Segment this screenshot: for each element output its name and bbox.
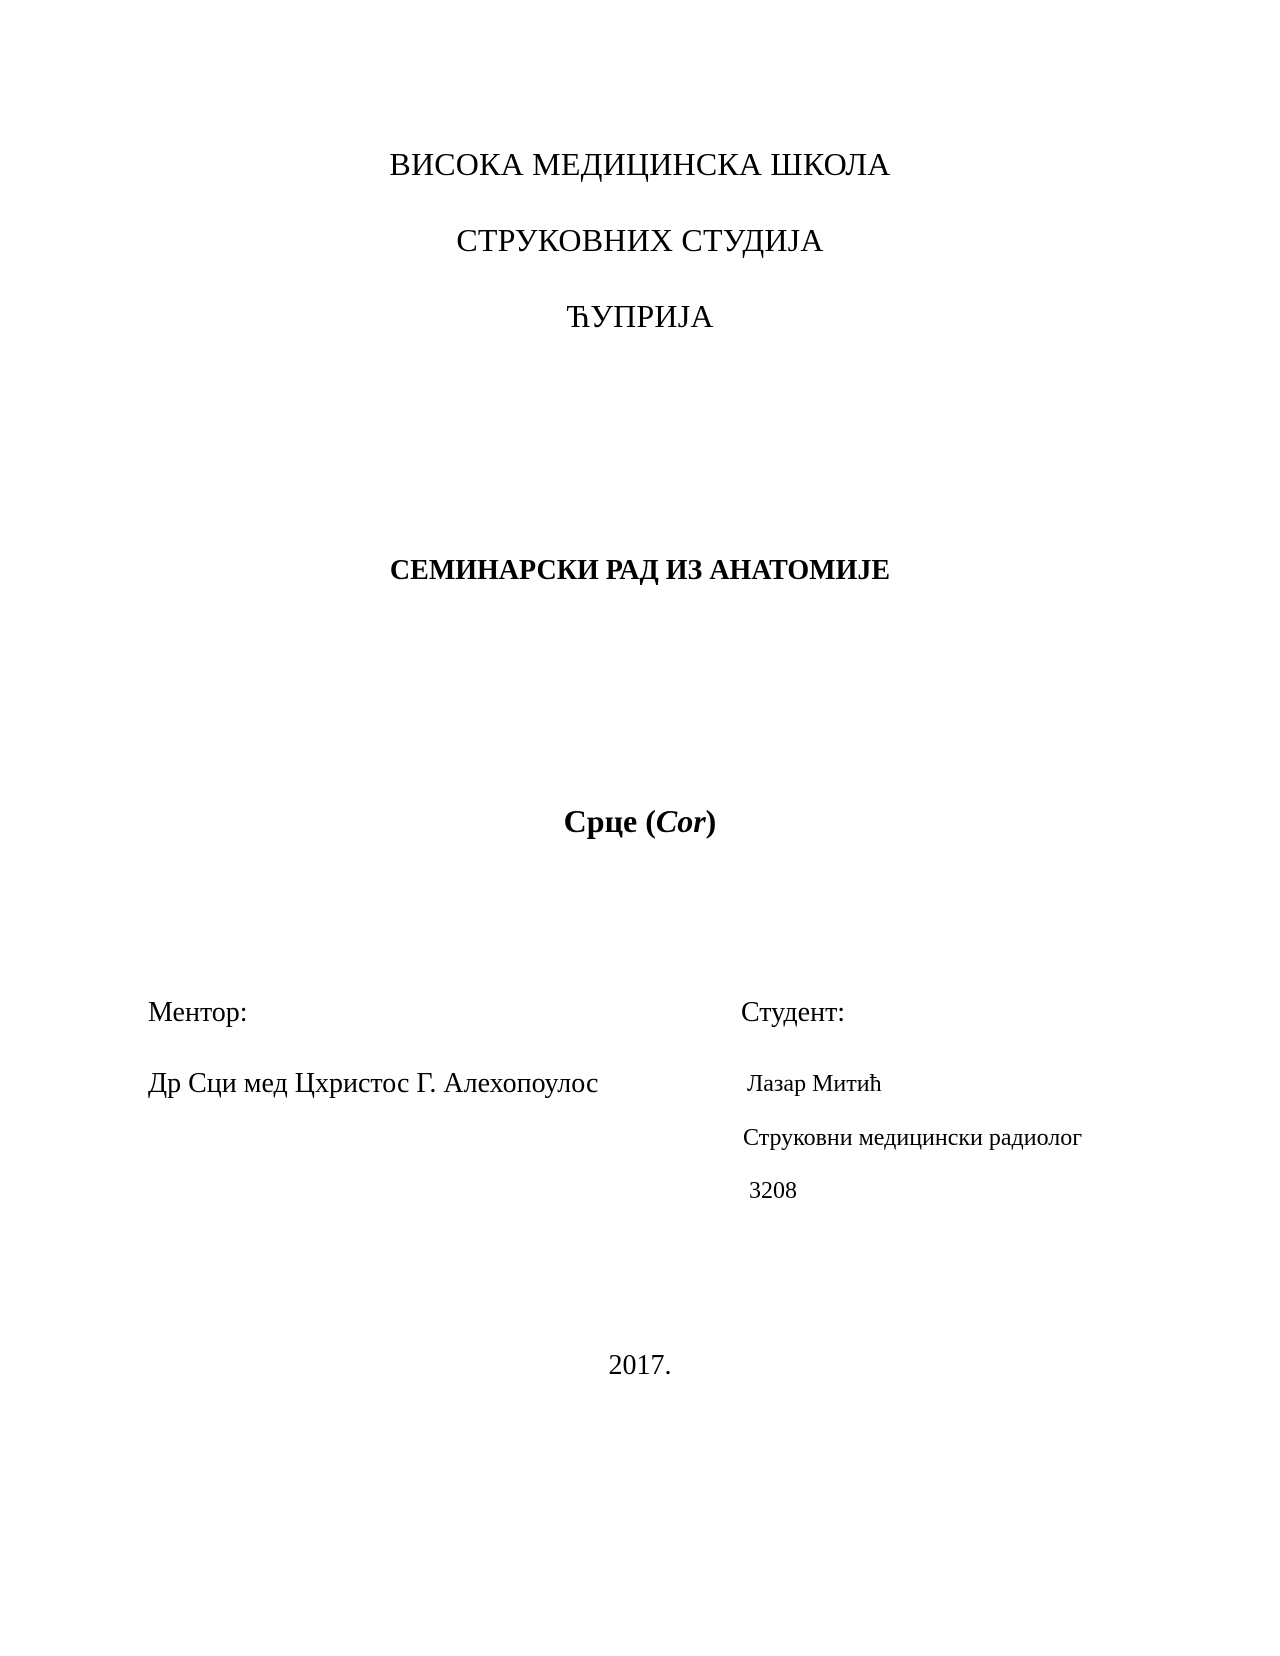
student-name: Лазар Митић (747, 1071, 882, 1097)
student-label: Студент: (741, 997, 846, 1028)
topic-close: ) (705, 803, 717, 839)
topic-main: Срце ( (563, 803, 656, 839)
institution-line-2: СТРУКОВНИХ СТУДИЈА (456, 222, 824, 258)
institution-line-1: ВИСОКА МЕДИЦИНСКА ШКОЛА (389, 146, 891, 182)
mentor-label: Ментор: (148, 997, 248, 1028)
student-index: 3208 (749, 1178, 797, 1204)
paper-topic (0, 803, 1280, 840)
topic-latin: Cor (655, 803, 706, 839)
seminar-subject: СЕМИНАРСКИ РАД ИЗ АНАТОМИЈЕ (389, 555, 891, 586)
student-program: Струковни медицински радиолог (743, 1125, 1083, 1151)
mentor-name: Др Сци мед Цхристос Г. Алехопоулос (148, 1068, 599, 1099)
institution-line-3: ЋУПРИЈА (566, 298, 714, 334)
document-year: 2017. (608, 1350, 672, 1381)
